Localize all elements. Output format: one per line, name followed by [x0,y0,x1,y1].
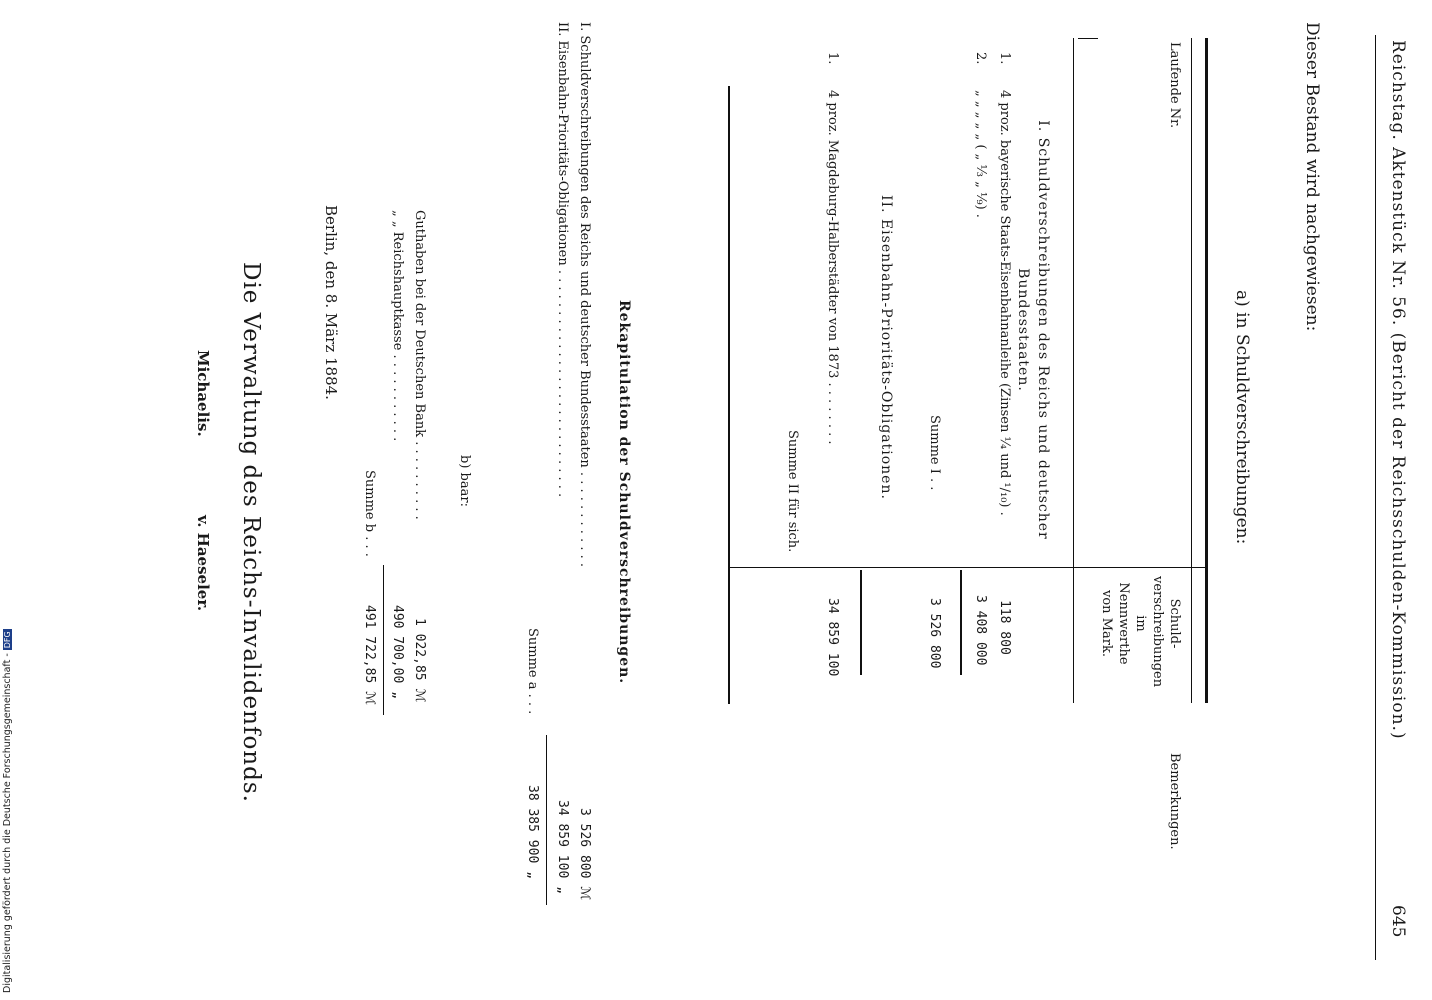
col-header-remarks: Bemerkungen. [1167,753,1182,850]
header-rule [1375,35,1376,960]
row-1-nr: 1. [997,52,1012,65]
table-header-divider [728,567,1208,568]
intro-text: Dieser Bestand wird nachgewiesen: [1302,22,1322,332]
recap-item-2-label: II. Eisenbahn-Prioritäts-Obligationen . . . . . . . . . . . . . . . . . . . . . . . . . . . . [555,22,570,498]
group-2-title: II. Eisenbahn-Prioritäts-Obligationen. [878,195,894,500]
table-bottom-rule [728,86,730,704]
group-1-title: I. Schuldverschreibungen des Reichs und deutscher Bundesstaaten. [1015,120,1051,540]
recap-sum-label: Summe a . . . [525,628,540,715]
cash-item-1-value: 1 022,85 ℳ [412,618,427,703]
recap-sum-value: 38 385 900 „ [525,785,540,879]
row-3-value: 34 859 100 [825,598,840,677]
table-left-edge [1078,38,1098,39]
header-title: Reichstag. Aktenstück Nr. 56. (Bericht der Reichsschulden-Kommission.) [1388,40,1408,740]
authority: Die Verwaltung des Reichs-Invalidenfonds. [238,262,264,803]
cash-sum-rule [383,565,384,715]
recap-item-1-value: 3 526 800 ℳ [577,808,592,901]
row-2-value: 3 408 000 [973,595,988,666]
cash-sum-value: 491 722,85 ℳ [362,605,377,705]
recap-item-2-value: 34 859 100 „ [555,800,570,894]
table-top-rule [1205,38,1208,703]
row-3-nr: 1. [825,52,840,65]
table-top-rule-2 [1191,38,1192,703]
section-a-title: a) in Schuldverschreibungen: [1232,290,1252,545]
sum-2-label: Summe II für sich. [785,430,800,553]
signature-2: v. Haeseler. [194,515,212,612]
place-date: Berlin, den 8. März 1884. [322,205,340,400]
digitization-credit-text: Digitalisierung gefördert durch die Deutsche Forschungsgemeinschaft - [2,653,13,993]
recap-sum-rule [546,735,547,905]
row-2-nr: 2. [973,52,988,65]
row-1-desc: 4 proz. bayerische Staats-Eisenbahnanleihe (Zinsen ¼ und ¹/₁₀) . [997,90,1012,516]
sum-1-rule [960,570,962,675]
cash-sum-label: Summe b . . . [362,470,377,557]
sum-2-rule [860,570,862,675]
row-1-value: 118 800 [997,600,1012,655]
recap-item-1-label: I. Schuldverschreibungen des Reichs und deutscher Bundesstaaten . . . . . . . . . . . . [577,22,592,567]
section-b-title: b) baar: [457,455,472,507]
row-3-desc: 4 proz. Magdeburg-Halberstädter von 1873 . . . . . . . . [825,90,840,445]
sum-1-value: 3 526 800 [927,598,942,669]
cash-item-2-label: „ „ Reichshauptkasse . . . . . . . . . . . [390,210,405,442]
digitization-credit [2,0,14,993]
col-header-value: Schuld- verschreibungen im Nennwerthe von Mark. [1099,576,1182,688]
dfg-logo: DFG [3,631,12,649]
cash-item-1-label: Guthaben bei der Deutschen Bank . . . . . . . . . . [412,210,427,520]
signature-1: Michaelis. [194,350,212,437]
sum-1-label: Summe I . . [927,415,942,491]
page-number: 645 [1388,905,1408,938]
cash-item-2-value: 490 700,00 „ [390,605,405,699]
recap-title: Rekapitulation der Schuldverschreibungen. [616,300,632,685]
row-2-desc: „ „ „ „ „ ( „ ⅓ „ ⅑) . [973,90,988,218]
table-col-rule-1 [1073,38,1074,703]
col-header-nr: Laufende Nr. [1167,42,1182,129]
